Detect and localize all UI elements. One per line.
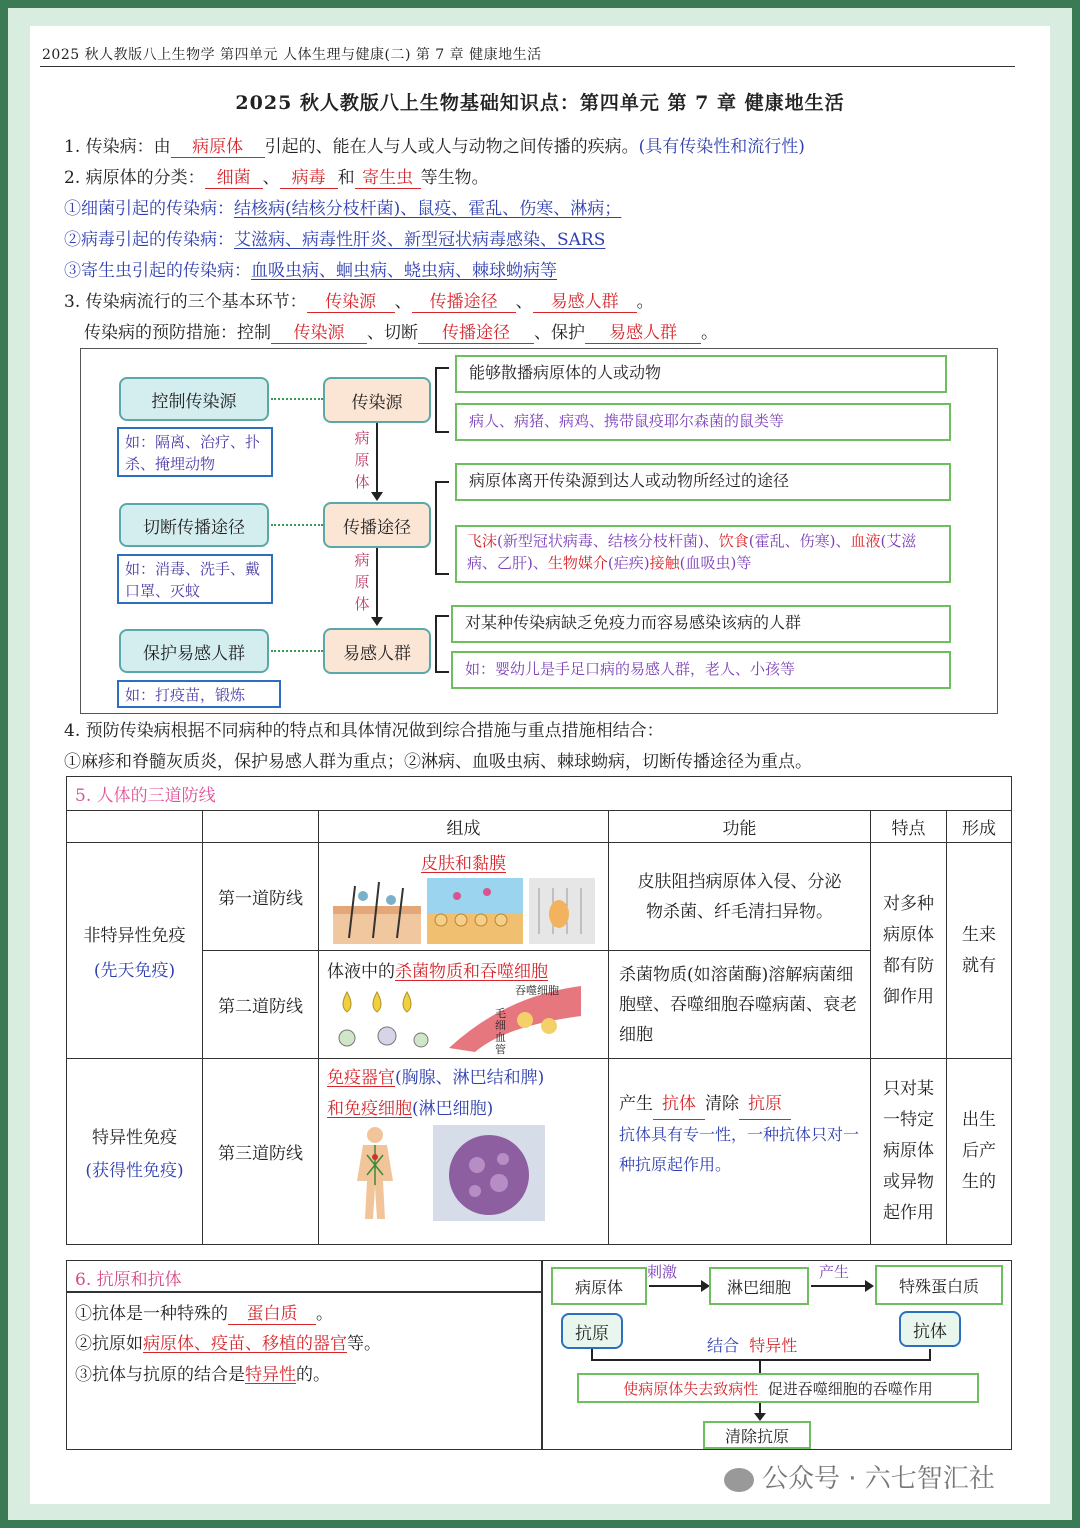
col-header: 功能	[609, 811, 871, 843]
arrow-label: 病原体	[354, 429, 370, 491]
flow-protein: 特殊蛋白质	[875, 1265, 1003, 1305]
antigen-section-title: 6. 抗原和抗体	[75, 1270, 182, 1290]
antigen-section	[66, 1260, 1012, 1450]
point-4-detail: ①麻疹和脊髓灰质炎，保护易感人群为重点；②淋病、血吸虫病、棘球蚴病，切断传播途径为重点。	[64, 752, 812, 772]
cut-route-box: 切断传播途径	[119, 503, 269, 547]
skin-illustration	[333, 878, 421, 944]
body-fluid-illustration	[327, 986, 437, 1052]
line3-composition: 免疫器官(胸腺、淋巴结和脾) 和免疫细胞(淋巴细胞)	[319, 1059, 609, 1245]
flow-stimulate: 刺激	[647, 1263, 678, 1281]
flow-clear-antigen: 清除抗原	[703, 1421, 811, 1449]
route-definition: 病原体离开传染源到达人或动物所经过的途径	[455, 463, 951, 501]
defense-table	[66, 776, 1012, 1245]
flow-arrow	[811, 1285, 867, 1287]
point-2: 2. 病原体的分类： 细菌 、 病毒 和 寄生虫 等生物。	[64, 163, 489, 189]
flow-arrow	[759, 1361, 761, 1373]
lymphocyte-illustration	[433, 1125, 545, 1221]
flow-arrow-head	[754, 1413, 766, 1421]
protect-box: 保护易感人群	[119, 629, 269, 673]
source-node: 传染源	[323, 377, 431, 423]
arrow-line	[376, 423, 378, 495]
susceptible-definition: 对某种传染病缺乏免疫力而容易感染该病的人群	[451, 605, 951, 643]
bacteria-diseases: ①细菌引起的传染病：结核病(结核分枝杆菌)、鼠疫、霍乱、伤寒、淋病；	[64, 199, 622, 219]
line1-function: 皮肤阻挡病原体入侵、分泌物杀菌、纤毛清扫异物。	[609, 843, 871, 951]
col-header: 形成	[947, 811, 1012, 843]
specific-cell: 特异性免疫 (获得性免疫)	[67, 1059, 203, 1245]
nonspecific-feature: 对多种病原体都有防御作用	[871, 843, 947, 1059]
brace	[435, 367, 449, 433]
connector	[271, 398, 323, 400]
wechat-icon	[724, 1468, 754, 1492]
running-head: 2025 秋人教版八上生物学 第四单元 人体生理与健康(二) 第 7 章 健康地生活	[42, 47, 542, 63]
flow-antigen: 抗原	[561, 1313, 623, 1349]
antigen-divider	[541, 1261, 543, 1449]
source-definition: 能够散播病原体的人或动物	[455, 355, 947, 393]
flow-pathogen: 病原体	[551, 1267, 647, 1305]
page-title: 2025 秋人教版八上生物基础知识点：第四单元 第 7 章 健康地生活	[235, 92, 845, 114]
protect-example: 如：打疫苗，锻炼	[117, 680, 281, 708]
arrow-line	[376, 548, 378, 620]
arrow-label: 病原体	[354, 551, 370, 613]
antigen-point-2: ②抗原如病原体、疫苗、移植的器官等。	[75, 1334, 381, 1354]
lymphatic-system-illustration	[327, 1125, 423, 1221]
line3-label: 第三道防线	[203, 1059, 319, 1245]
col-header: 组成	[319, 811, 609, 843]
bind-label: 结合 特异性	[707, 1336, 798, 1355]
flow-produce: 产生	[819, 1263, 850, 1281]
col-header: 特点	[871, 811, 947, 843]
specific-feature: 只对某一特定病原体或异物起作用	[871, 1059, 947, 1245]
control-source-box: 控制传染源	[119, 377, 269, 421]
line2-composition: 体液中的杀菌物质和吞噬细胞 吞噬细胞 毛细血管	[319, 951, 609, 1059]
mucosa-illustration	[427, 878, 523, 944]
cilia-illustration	[529, 878, 595, 944]
line2-label: 第二道防线	[203, 951, 319, 1059]
route-node: 传播途径	[323, 502, 431, 548]
arrow-head	[371, 492, 383, 501]
antigen-title-rule	[67, 1291, 541, 1293]
defense-section-title: 5. 人体的三道防线	[67, 777, 1012, 811]
cut-example: 如：消毒、洗手、戴口罩、灭蚊	[117, 554, 273, 604]
brace	[435, 481, 449, 575]
point-1: 1. 传染病：由 病原体 引起的、能在人与人或人与动物之间传播的疾病。(具有传染性和流行性)	[64, 132, 805, 158]
document-page	[30, 26, 1050, 1504]
virus-diseases: ②病毒引起的传染病：艾滋病、病毒性肝炎、新型冠状病毒感染、SARS	[64, 230, 606, 250]
prevention-measures: 传染病的预防措施：控制 传染源 、切断 传播途径 、保护 易感人群 。	[84, 318, 718, 344]
antigen-point-3: ③抗体与抗原的结合是特异性的。	[75, 1365, 330, 1385]
parasite-diseases: ③寄生虫引起的传染病：血吸虫病、蛔虫病、蛲虫病、棘球蚴病等	[64, 261, 557, 281]
specific-formation: 出生后产生的	[947, 1059, 1012, 1245]
blank-pathogen: 病原体	[171, 132, 265, 158]
phagocyte-label: 吞噬细胞	[515, 984, 559, 997]
line1-composition: 皮肤和黏膜	[319, 843, 609, 951]
flow-arrow	[649, 1285, 703, 1287]
nonspecific-formation: 生来就有	[947, 843, 1012, 1059]
flow-arrow-head	[865, 1280, 874, 1292]
susceptible-node: 易感人群	[323, 628, 431, 674]
header-rule	[40, 66, 1015, 67]
point-4: 4. 预防传染病根据不同病种的特点和具体情况做到综合措施与重点措施相结合：	[64, 721, 664, 741]
point-3: 3. 传染病流行的三个基本环节： 传染源 、 传播途径 、 易感人群 。	[64, 287, 654, 313]
line2-function: 杀菌物质(如溶菌酶)溶解病菌细胞壁、吞噬细胞吞噬病菌、衰老细胞	[609, 951, 871, 1059]
capillary-label: 毛细血管	[495, 1007, 506, 1056]
flow-lymphocyte: 淋巴细胞	[709, 1267, 809, 1305]
source-example: 病人、病猪、病鸡、携带鼠疫耶尔森菌的鼠类等	[455, 403, 951, 441]
control-example: 如：隔离、治疗、扑杀、掩埋动物	[117, 427, 273, 477]
flow-result: 使病原体失去致病性 促进吞噬细胞的吞噬作用	[577, 1373, 979, 1403]
connector	[271, 650, 323, 652]
connector	[271, 524, 323, 526]
antigen-point-1: ①抗体是一种特殊的 蛋白质 。	[75, 1299, 333, 1325]
prevention-diagram	[80, 348, 998, 714]
nonspecific-cell: 非特异性免疫 (先天免疫)	[67, 843, 203, 1059]
watermark: 公众号 · 六七智汇社	[724, 1458, 995, 1495]
line3-function: 产生 抗体 清除 抗原 抗体具有专一性，一种抗体只对一种抗原起作用。	[609, 1059, 871, 1245]
arrow-head	[371, 617, 383, 626]
line1-label: 第一道防线	[203, 843, 319, 951]
susceptible-example: 如：婴幼儿是手足口病的易感人群，老人、小孩等	[451, 651, 951, 689]
brace	[435, 615, 449, 673]
flow-antibody: 抗体	[899, 1311, 961, 1347]
route-example: 飞沫(新型冠状病毒、结核分枝杆菌)、饮食(霍乱、伤寒)、血液(艾滋病、乙肝)、生物媒介(疟疾)接触(血吸虫)等	[455, 525, 951, 583]
